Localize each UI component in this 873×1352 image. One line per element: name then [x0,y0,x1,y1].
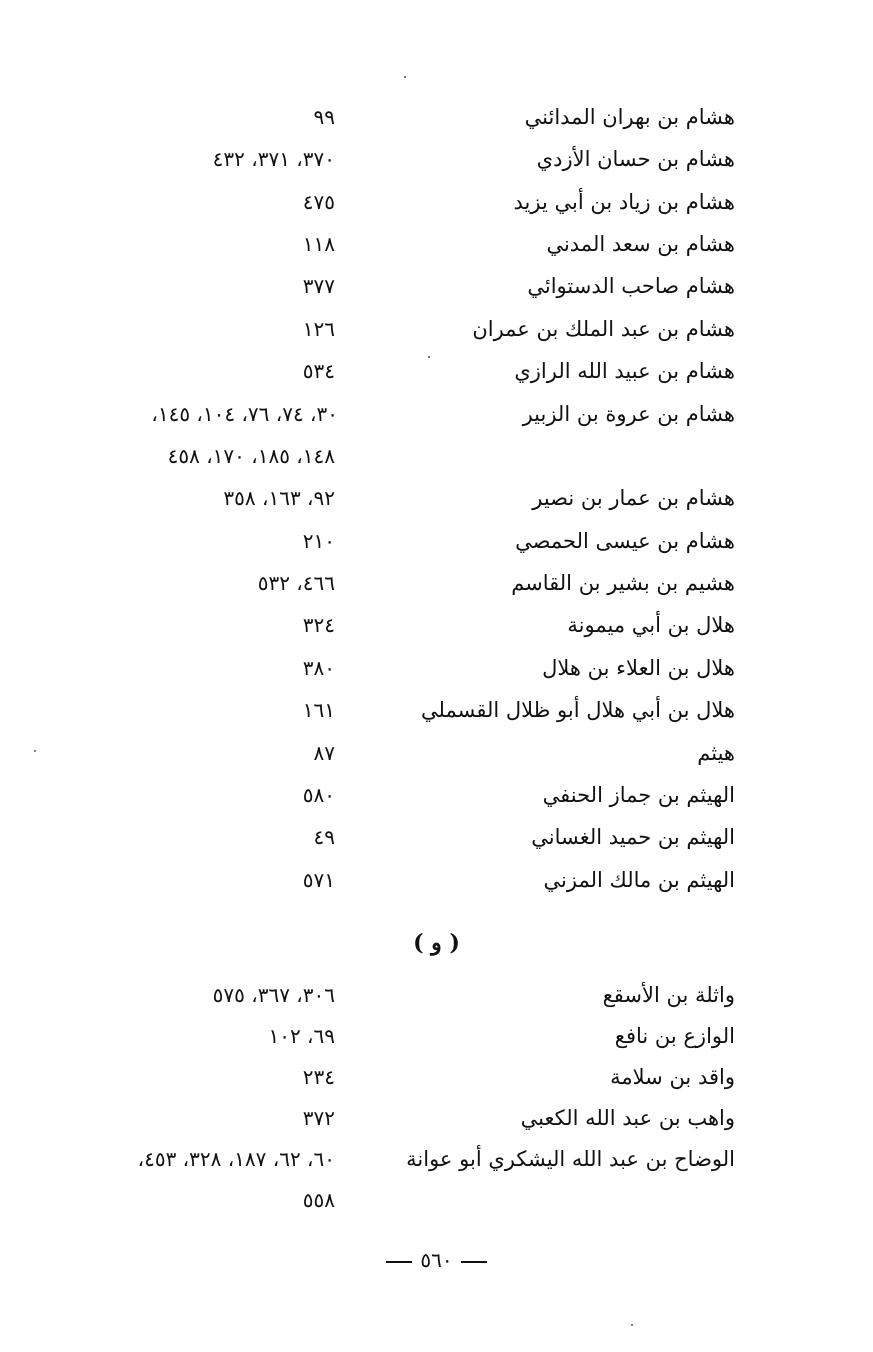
index-entry [0,312,873,354]
index-entry [0,736,873,778]
entry-name: الوضاح بن عبد الله اليشكري أبو عوانة [406,1147,735,1171]
index-entry [0,820,873,862]
entry-name: هشام بن سعد المدني [546,232,735,256]
entry-pages: ٣٧٠، ٣٧١، ٤٣٢ [212,147,335,171]
entry-name: هلال بن أبي هلال أبو ظلال القسملي [420,698,735,722]
index-entry [0,481,873,523]
entry-pages: ٣٧٢ [302,1106,335,1130]
entry-name: واقد بن سلامة [610,1065,735,1089]
entry-name: هشام بن حسان الأزدي [536,147,735,171]
scan-speck [34,750,36,752]
index-entry [0,397,873,439]
index-entry [0,269,873,311]
entry-name: هشام بن عبد الملك بن عمران [472,317,735,341]
entry-pages: ٢٣٤ [302,1065,335,1089]
footer-dash-left [386,1261,412,1263]
entry-pages: ٢١٠ [302,529,335,553]
index-entry [0,227,873,269]
entry-pages: ٤٧٥ [302,190,335,214]
entry-name: هشام بن عمار بن نصير [532,486,735,510]
entry-pages: ٥٧١ [302,868,335,892]
index-entry [0,1101,873,1143]
index-entry [0,778,873,820]
index-entry [0,354,873,396]
entry-name: هشام صاحب الدستوائي [527,274,735,298]
entry-name: هشام بن بهران المدائني [524,105,735,129]
index-entry-continuation [0,439,873,481]
entry-name: الوازع بن نافع [614,1024,735,1048]
scan-speck [404,76,406,78]
entry-pages: ٤٦٦، ٥٣٢ [257,571,335,595]
entry-pages: ٣٢٤ [302,613,335,637]
entry-pages: ٣٨٠ [302,656,335,680]
entry-name: واثلة بن الأسقع [602,983,735,1007]
entry-pages: ١١٨ [302,232,335,256]
entry-name: هشام بن عيسى الحمصي [515,529,735,553]
entry-pages: ٥٥٨ [302,1188,335,1212]
index-entry [0,693,873,735]
entry-pages: ٣٠٦، ٣٦٧، ٥٧٥ [212,983,335,1007]
page-number: ٥٦٠ [420,1248,453,1272]
index-entry [0,142,873,184]
entry-pages: ١٦١ [302,698,335,722]
index-entry [0,185,873,227]
index-entry [0,863,873,905]
entry-name: الهيثم بن حميد الغساني [531,825,735,849]
scan-speck [631,1324,633,1326]
entry-pages: ٥٣٤ [302,359,335,383]
entry-pages: ٣٧٧ [302,274,335,298]
index-entry-continuation [0,1183,873,1225]
entry-pages: ٦٩، ١٠٢ [268,1024,335,1048]
index-entry [0,524,873,566]
entry-name: هشام بن عروة بن الزبير [522,402,735,426]
index-entry [0,608,873,650]
entry-name: الهيثم بن جماز الحنفي [542,783,735,807]
entry-name: هشيم بن بشير بن القاسم [511,571,735,595]
footer-dash-right [461,1261,487,1263]
scan-speck [428,356,430,358]
entry-pages: ٩٩ [313,105,335,129]
entry-pages: ٤٩ [313,825,335,849]
index-entry [0,1060,873,1102]
entry-pages: ٦٠، ٦٢، ١٨٧، ٣٢٨، ٤٥٣، [137,1147,335,1171]
entry-pages: ٨٧ [313,741,335,765]
entry-pages: ٩٢، ١٦٣، ٣٥٨ [223,486,335,510]
index-entry [0,1142,873,1184]
entry-name: واهب بن عبد الله الكعبي [520,1106,735,1130]
entry-pages: ١٤٨، ١٨٥، ١٧٠، ٤٥٨ [167,444,335,468]
entry-name: هلال بن العلاء بن هلال [542,656,735,680]
index-entry [0,651,873,693]
entry-name: الهيثم بن مالك المزني [543,868,735,892]
entry-name: هشام بن عبيد الله الرازي [514,359,735,383]
entry-name: هيثم [697,741,735,765]
entry-name: هشام بن زياد بن أبي يزيد [513,190,735,214]
entry-pages: ٣٠، ٧٤، ٧٦، ١٠٤، ١٤٥، [151,402,338,426]
section-heading: ( و ) [413,930,460,956]
entry-name: هلال بن أبي ميمونة [567,613,735,637]
entry-pages: ٥٨٠ [302,783,335,807]
index-entry [0,978,873,1020]
page-number-footer [0,1244,873,1276]
entry-pages: ١٢٦ [302,317,335,341]
index-entry [0,1019,873,1061]
index-entry [0,100,873,142]
index-entry [0,566,873,608]
